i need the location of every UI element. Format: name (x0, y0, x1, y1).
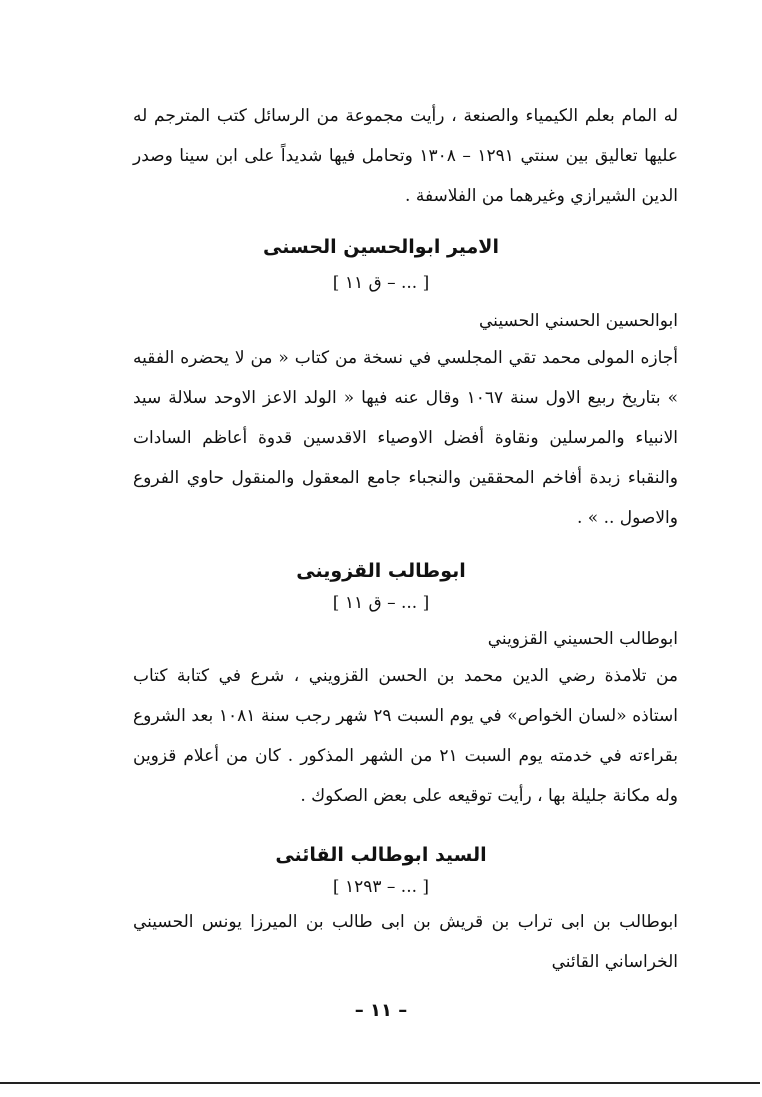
entry-2-dates: [ ... – ق ١١ ] (332, 593, 430, 613)
page-number: – ١١ – (354, 1000, 408, 1021)
intro-paragraph: له المام بعلم الكيمياء والصنعة ، رأيت مجموعة من الرسائل كتب المترجم له عليها تعاليق بين سنتي ١٢٩١ – ١٣٠٨ وتحامل فيها شديداً على ابن سينا وصدر الدين الشيرازي وغيرهما من الفلاسفة . (133, 106, 679, 206)
entry-1-dates: [ ... – ق ١١ ] (332, 273, 430, 293)
entry-2-fullname: ابوطالب الحسيني القزويني (487, 629, 678, 649)
entry-2-body: من تلامذة رضي الدين محمد بن الحسن القزويني ، شرع في كتابة كتاب استاذه «لسان الخواص» في يوم السبت ٢٩ شهر رجب سنة ١٠٨١ بعد الشروع بقراءته في خدمته يوم السبت ٢١ من الشهر المذكور . كان من أعلام قزوين وله مكانة جليلة بها ، رأيت توقيعه على بعض الصكوك . (133, 666, 678, 806)
entry-2-heading: ابوطالب القزوينى (296, 560, 466, 582)
bottom-rule (0, 1082, 760, 1084)
entry-3-fullname: ابوطالب بن ابى تراب بن قريش بن ابى طالب بن الميرزا يونس الحسيني الخراساني القائني (133, 912, 678, 972)
entry-1-body: أجازه المولى محمد تقي المجلسي في نسخة من كتاب « من لا يحضره الفقيه » بتاريخ ربيع الاول سنة ١٠٦٧ وقال عنه فيها « الولد الاعز الاوحد سلالة سيد الانبياء والمرسلين ونقاوة أفضل الاوصياء الاقدسين قدوة أعاظم السادات والنقباء زبدة أفاخم المحققين والنجباء جامع المعقول والمنقول حاوي الفروع والاصول .. » . (133, 348, 678, 528)
entry-3-dates: [ ... – ١٢٩٣ ] (332, 877, 430, 897)
entry-1-fullname: ابوالحسين الحسني الحسيني (479, 311, 678, 331)
entry-1-heading: الامير ابوالحسين الحسنى (263, 236, 499, 258)
entry-3-heading: السيد ابوطالب القائنى (275, 844, 487, 866)
